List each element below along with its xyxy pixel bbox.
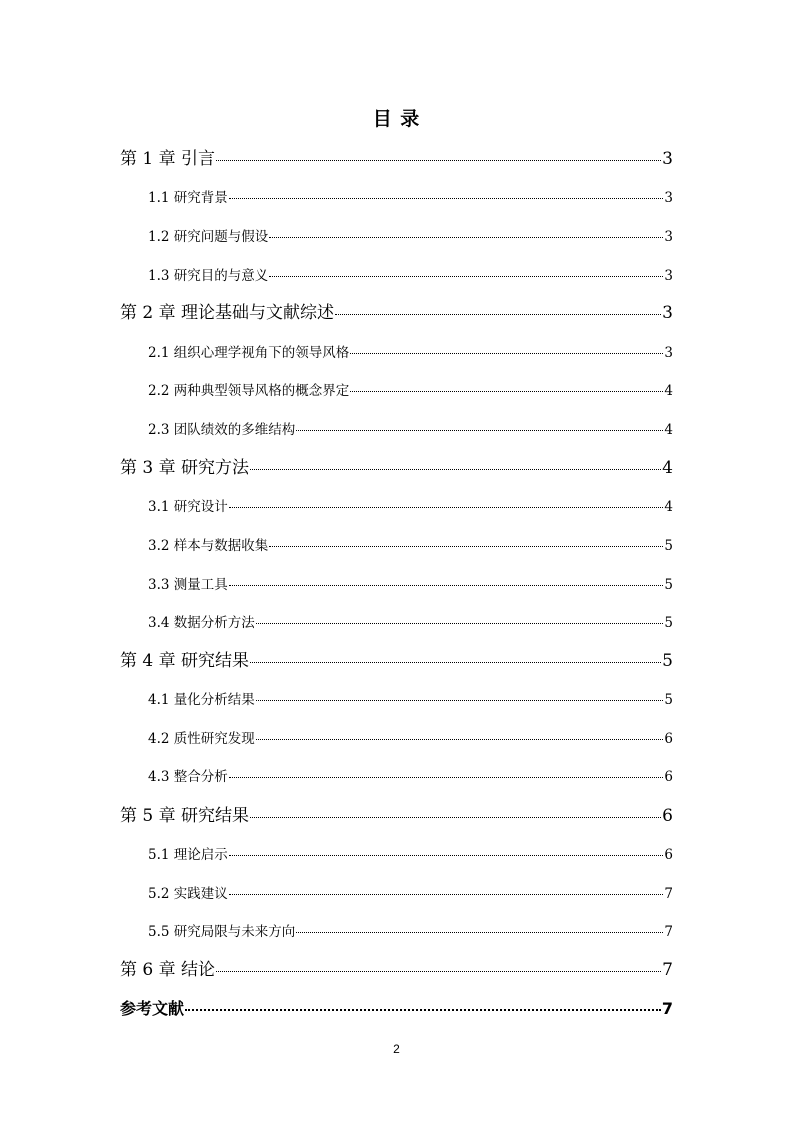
toc-entry-page: 4 xyxy=(664,383,673,399)
toc-entry-page: 4 xyxy=(664,422,673,438)
dot-leader xyxy=(296,430,663,431)
toc-entry-section-3-4[interactable] xyxy=(148,614,673,632)
toc-entry-label: 1.1 研究背景 xyxy=(148,190,228,206)
toc-entry-page: 5 xyxy=(664,538,673,554)
toc-entry-section-5-1[interactable] xyxy=(148,846,673,864)
toc-entry-section-3-3[interactable] xyxy=(148,576,673,594)
dot-leader xyxy=(269,276,663,277)
toc-entry-page: 7 xyxy=(664,886,673,902)
toc-entry-label: 2.1 组织心理学视角下的领导风格 xyxy=(148,345,350,361)
toc-entry-chapter-4[interactable] xyxy=(120,650,673,672)
toc-entry-page: 3 xyxy=(664,268,673,284)
toc-entry-section-2-1[interactable] xyxy=(148,344,673,362)
toc-entry-section-5-2[interactable] xyxy=(148,885,673,903)
toc-entry-label: 2.2 两种典型领导风格的概念界定 xyxy=(148,383,350,399)
dot-leader xyxy=(350,391,663,392)
page-number: 2 xyxy=(393,1042,400,1056)
dot-leader xyxy=(256,739,664,740)
toc-entry-section-2-3[interactable] xyxy=(148,421,673,439)
toc-entry-label: 第 4 章 研究结果 xyxy=(120,651,250,671)
dot-leader xyxy=(256,700,664,701)
toc-entry-page: 6 xyxy=(664,847,673,863)
toc-entry-section-2-2[interactable] xyxy=(148,382,673,400)
dot-leader xyxy=(350,353,663,354)
toc-entry-references[interactable] xyxy=(120,998,673,1020)
toc-entry-page: 7 xyxy=(664,924,673,940)
toc-entry-label: 第 6 章 结论 xyxy=(120,960,216,980)
toc-entry-page: 7 xyxy=(662,960,673,980)
toc-entry-section-4-2[interactable] xyxy=(148,730,673,748)
toc-entry-chapter-5[interactable] xyxy=(120,805,673,827)
toc-entry-label: 3.3 测量工具 xyxy=(148,577,228,593)
toc-entry-page: 4 xyxy=(662,458,673,478)
toc-entry-chapter-6[interactable] xyxy=(120,959,673,981)
dot-leader xyxy=(229,894,664,895)
toc-entry-label: 第 2 章 理论基础与文献综述 xyxy=(120,303,335,323)
toc-entry-label: 5.1 理论启示 xyxy=(148,847,228,863)
toc-entry-label: 2.3 团队绩效的多维结构 xyxy=(148,422,296,438)
dot-leader xyxy=(216,971,661,972)
toc-entry-page: 5 xyxy=(664,577,673,593)
dot-leader xyxy=(185,1009,661,1011)
toc-entry-label: 5.5 研究局限与未来方向 xyxy=(148,924,296,940)
toc-entry-section-1-3[interactable] xyxy=(148,267,673,285)
dot-leader xyxy=(250,817,661,818)
toc-entry-label: 4.1 量化分析结果 xyxy=(148,692,255,708)
toc-entry-section-4-1[interactable] xyxy=(148,691,673,709)
dot-leader xyxy=(216,160,661,161)
toc-entry-page: 3 xyxy=(664,345,673,361)
toc-entry-chapter-3[interactable] xyxy=(120,457,673,479)
dot-leader xyxy=(229,198,664,199)
dot-leader xyxy=(229,585,664,586)
toc-entry-page: 6 xyxy=(664,769,673,785)
toc-entry-label: 第 5 章 研究结果 xyxy=(120,806,250,826)
toc-entry-label: 3.1 研究设计 xyxy=(148,499,228,515)
toc-entry-label: 第 3 章 研究方法 xyxy=(120,458,250,478)
toc-entry-label: 5.2 实践建议 xyxy=(148,886,228,902)
toc-entry-page: 6 xyxy=(664,731,673,747)
toc-entry-section-4-3[interactable] xyxy=(148,768,673,786)
dot-leader xyxy=(250,662,661,663)
toc-entry-page: 7 xyxy=(661,999,673,1018)
dot-leader xyxy=(229,855,664,856)
dot-leader xyxy=(256,623,664,624)
dot-leader xyxy=(335,314,661,315)
dot-leader xyxy=(250,469,661,470)
toc-entry-page: 3 xyxy=(662,303,673,323)
toc-entry-page: 3 xyxy=(662,149,673,169)
toc-entry-label: 4.2 质性研究发现 xyxy=(148,731,255,747)
toc-entry-chapter-2[interactable] xyxy=(120,302,673,324)
toc-entry-chapter-1[interactable] xyxy=(120,148,673,170)
toc-entry-page: 3 xyxy=(664,229,673,245)
toc-entry-label: 1.2 研究问题与假设 xyxy=(148,229,269,245)
toc-entry-page: 5 xyxy=(664,615,673,631)
toc-entry-section-3-1[interactable] xyxy=(148,498,673,516)
dot-leader xyxy=(269,237,663,238)
toc-entry-label: 3.2 样本与数据收集 xyxy=(148,538,269,554)
dot-leader xyxy=(229,777,664,778)
dot-leader xyxy=(269,546,663,547)
toc-entry-section-1-1[interactable] xyxy=(148,189,673,207)
toc-entry-label: 3.4 数据分析方法 xyxy=(148,615,255,631)
toc-entry-label: 第 1 章 引言 xyxy=(120,149,216,169)
dot-leader xyxy=(296,932,663,933)
toc-title: 目 录 xyxy=(372,108,421,130)
toc-entry-label: 4.3 整合分析 xyxy=(148,769,228,785)
toc-entry-page: 4 xyxy=(664,499,673,515)
toc-entry-label: 1.3 研究目的与意义 xyxy=(148,268,269,284)
toc-entry-page: 5 xyxy=(662,651,673,671)
toc-entry-section-1-2[interactable] xyxy=(148,228,673,246)
toc-entry-section-5-5[interactable] xyxy=(148,923,673,941)
toc-entry-page: 3 xyxy=(664,190,673,206)
toc-entry-section-3-2[interactable] xyxy=(148,537,673,555)
dot-leader xyxy=(229,507,664,508)
toc-entry-page: 6 xyxy=(662,806,673,826)
toc-entry-page: 5 xyxy=(664,692,673,708)
toc-entry-label: 参考文献 xyxy=(120,999,185,1018)
